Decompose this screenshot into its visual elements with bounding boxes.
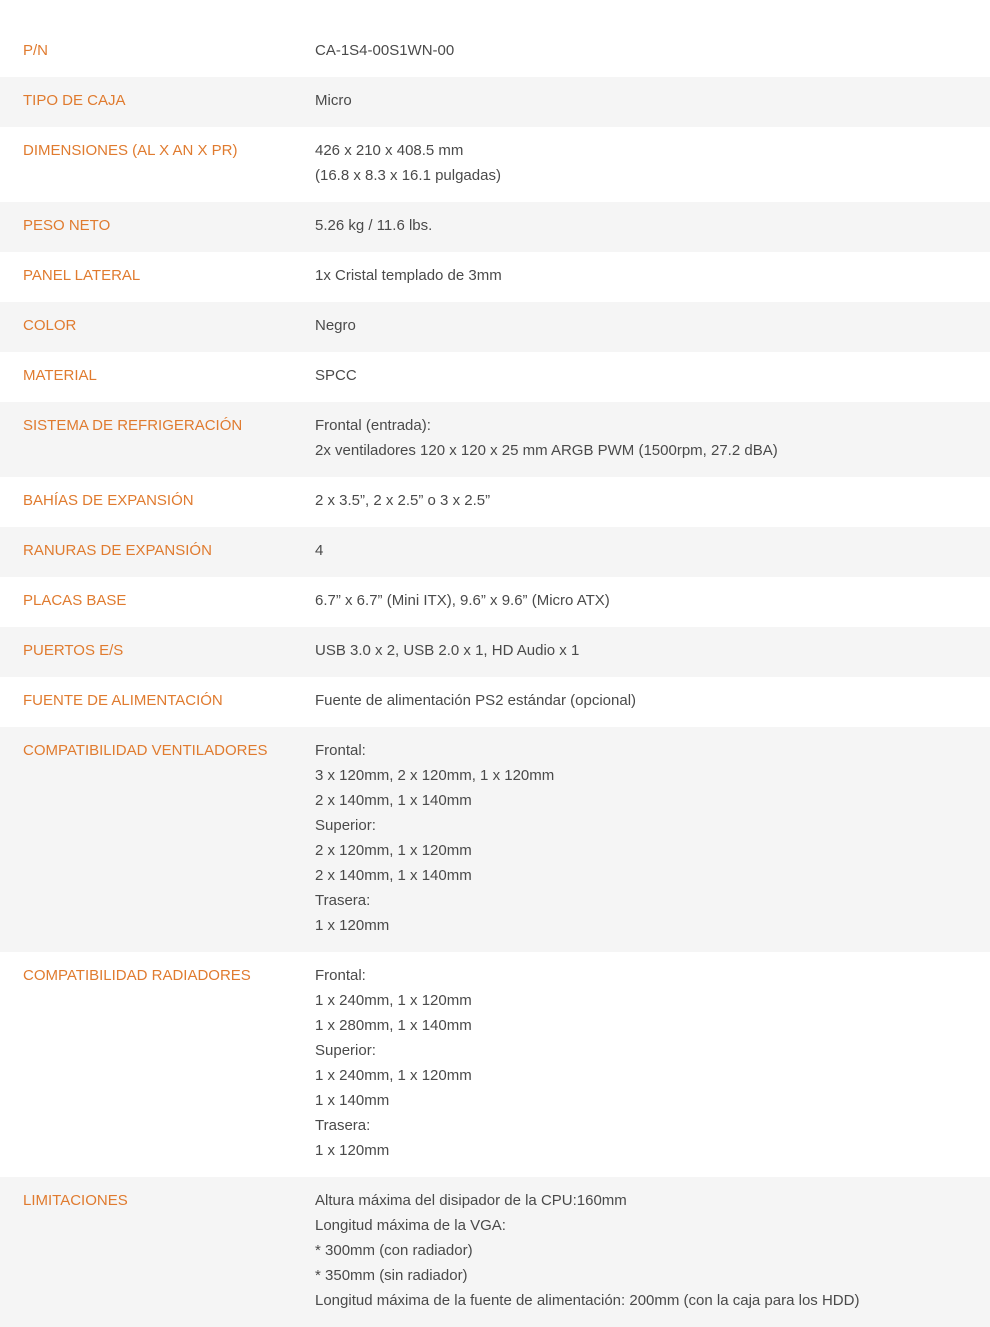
spec-value-line: Trasera:	[315, 1117, 371, 1134]
spec-row	[0, 952, 990, 1177]
spec-value	[315, 138, 990, 188]
spec-value	[315, 263, 990, 288]
spec-value-line: 2x ventiladores 120 x 120 x 25 mm ARGB PWM (1500rpm, 27.2 dBA)	[315, 442, 778, 459]
spec-value	[315, 213, 990, 238]
spec-row	[0, 27, 990, 77]
spec-value-line: 1 x 120mm	[315, 1142, 390, 1159]
spec-value-line: Frontal:	[315, 967, 366, 984]
spec-label: SISTEMA DE REFRIGERACIÓN	[23, 417, 243, 434]
spec-value	[315, 588, 990, 613]
spec-row	[0, 627, 990, 677]
spec-row	[0, 352, 990, 402]
spec-value	[315, 538, 990, 563]
spec-value-line: 4	[315, 542, 324, 559]
spec-value-line: Trasera:	[315, 892, 371, 909]
spec-value-line: 2 x 140mm, 1 x 140mm	[315, 792, 472, 809]
spec-label: LIMITACIONES	[23, 1192, 128, 1209]
spec-value	[315, 413, 990, 463]
spec-value-line: 1 x 120mm	[315, 917, 390, 934]
spec-value-line: Superior:	[315, 817, 376, 834]
spec-value-line: 1 x 240mm, 1 x 120mm	[315, 992, 472, 1009]
spec-row	[0, 77, 990, 127]
spec-label: PESO NETO	[23, 217, 111, 234]
spec-value-line: Longitud máxima de la fuente de alimentación: 200mm (con la caja para los HDD)	[315, 1292, 860, 1309]
spec-value-line: (16.8 x 8.3 x 16.1 pulgadas)	[315, 167, 501, 184]
spec-value-line: 2 x 3.5”, 2 x 2.5” o 3 x 2.5”	[315, 492, 491, 509]
spec-value	[315, 638, 990, 663]
spec-value	[315, 88, 990, 113]
spec-label: DIMENSIONES (AL X AN X PR)	[23, 142, 238, 159]
spec-row	[0, 727, 990, 952]
spec-label: BAHÍAS DE EXPANSIÓN	[23, 492, 194, 509]
spec-value-line: Frontal:	[315, 742, 366, 759]
spec-value	[315, 688, 990, 713]
spec-value-line: * 350mm (sin radiador)	[315, 1267, 468, 1284]
spec-value	[315, 963, 990, 1163]
spec-row	[0, 527, 990, 577]
spec-value-line: Fuente de alimentación PS2 estándar (opcional)	[315, 692, 637, 709]
spec-value-line: Frontal (entrada):	[315, 417, 431, 434]
spec-value-line: Negro	[315, 317, 356, 334]
spec-value-line: 1x Cristal templado de 3mm	[315, 267, 502, 284]
spec-label: COLOR	[23, 317, 77, 334]
spec-value-line: Superior:	[315, 1042, 376, 1059]
spec-row	[0, 127, 990, 202]
spec-row	[0, 577, 990, 627]
spec-label: PUERTOS E/S	[23, 642, 124, 659]
spec-value-line: 1 x 280mm, 1 x 140mm	[315, 1017, 472, 1034]
spec-value-line: 2 x 120mm, 1 x 120mm	[315, 842, 472, 859]
spec-row	[0, 677, 990, 727]
spec-value	[315, 313, 990, 338]
spec-value-line: * 300mm (con radiador)	[315, 1242, 473, 1259]
spec-label: FUENTE DE ALIMENTACIÓN	[23, 692, 223, 709]
spec-label: TIPO DE CAJA	[23, 92, 126, 109]
spec-label: COMPATIBILIDAD RADIADORES	[23, 967, 251, 984]
spec-value-line: 3 x 120mm, 2 x 120mm, 1 x 120mm	[315, 767, 555, 784]
spec-value-line: 426 x 210 x 408.5 mm	[315, 142, 464, 159]
spec-row	[0, 402, 990, 477]
spec-value-line: 6.7” x 6.7” (Mini ITX), 9.6” x 9.6” (Micro ATX)	[315, 592, 610, 609]
spec-row	[0, 477, 990, 527]
spec-value	[315, 488, 990, 513]
spec-row	[0, 202, 990, 252]
spec-value	[315, 363, 990, 388]
spec-value-line: 1 x 140mm	[315, 1092, 390, 1109]
spec-label: P/N	[23, 42, 49, 59]
spec-value	[315, 1188, 990, 1313]
spec-row	[0, 1177, 990, 1327]
spec-value-line: 2 x 140mm, 1 x 140mm	[315, 867, 472, 884]
spec-value	[315, 38, 990, 63]
spec-label: RANURAS DE EXPANSIÓN	[23, 542, 212, 559]
spec-value-line: Longitud máxima de la VGA:	[315, 1217, 506, 1234]
spec-label: COMPATIBILIDAD VENTILADORES	[23, 742, 268, 759]
spec-label: PANEL LATERAL	[23, 267, 141, 284]
spec-value-line: 1 x 240mm, 1 x 120mm	[315, 1067, 472, 1084]
spec-label: MATERIAL	[23, 367, 97, 384]
spec-row	[0, 302, 990, 352]
spec-value-line: 5.26 kg / 11.6 lbs.	[315, 217, 433, 234]
spec-value	[315, 738, 990, 938]
spec-value-line: USB 3.0 x 2, USB 2.0 x 1, HD Audio x 1	[315, 642, 580, 659]
spec-value-line: Altura máxima del disipador de la CPU:160mm	[315, 1192, 627, 1209]
spec-table	[0, 27, 990, 1327]
spec-value-line: Micro	[315, 92, 352, 109]
spec-value-line: CA-1S4-00S1WN-00	[315, 42, 455, 59]
spec-value-line: SPCC	[315, 367, 357, 384]
spec-row	[0, 252, 990, 302]
spec-label: PLACAS BASE	[23, 592, 127, 609]
